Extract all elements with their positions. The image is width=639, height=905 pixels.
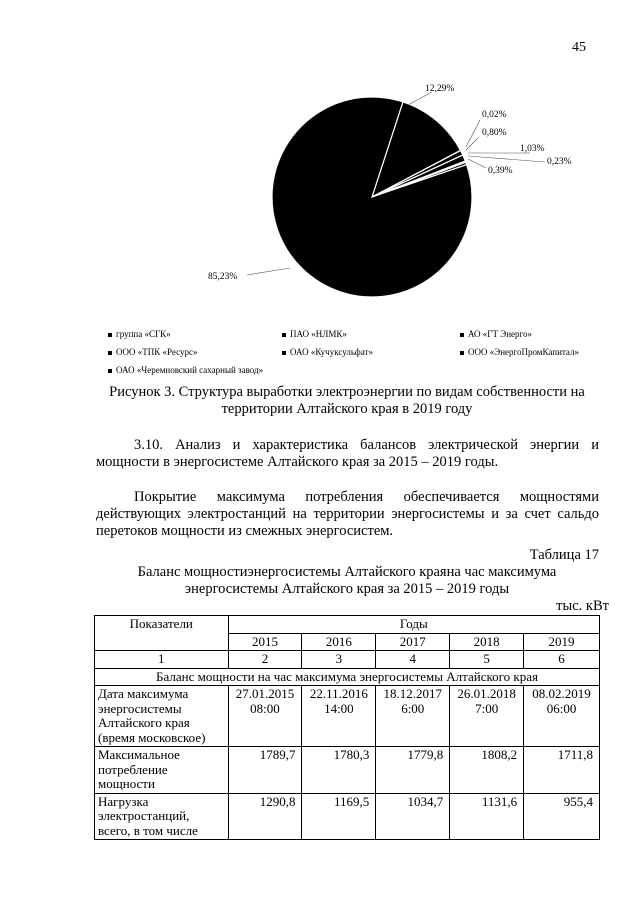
- row-value: 08.02.2019 06:00: [524, 686, 600, 747]
- legend-label: АО «ГТ Энерго»: [468, 329, 532, 339]
- colnum-cell: 2: [228, 651, 302, 669]
- row-value: 1131,6: [450, 793, 524, 840]
- year-cell: 2019: [524, 633, 600, 651]
- row-label: Нагрузка электростанций, всего, в том числе: [95, 793, 229, 840]
- row-label: Дата максимума энергосистемы Алтайского края (время московское): [95, 686, 229, 747]
- legend-label: ООО «ТПК «Ресурс»: [116, 347, 198, 357]
- legend-swatch: [108, 369, 112, 373]
- legend-item: [108, 329, 171, 340]
- table-row: [95, 747, 600, 794]
- row-value: 1034,7: [376, 793, 450, 840]
- table-number: Таблица 17: [529, 547, 599, 563]
- year-cell: 2017: [376, 633, 450, 651]
- year-cell: 2018: [450, 633, 524, 651]
- colnum-cell: 4: [376, 651, 450, 669]
- balance-table: [94, 615, 600, 840]
- legend-swatch: [282, 351, 286, 355]
- row-value: 1808,2: [450, 747, 524, 794]
- page-number: 45: [572, 40, 586, 55]
- legend-item: [108, 365, 263, 376]
- row-value: 27.01.2015 08:00: [228, 686, 302, 747]
- colnum-cell: 1: [95, 651, 229, 669]
- slice-label-tpk-resurs: 0,80%: [482, 128, 507, 138]
- row-value: 1290,8: [228, 793, 302, 840]
- row-value: 1779,8: [376, 747, 450, 794]
- colnum-cell: 3: [302, 651, 376, 669]
- table-section-row: [95, 668, 600, 686]
- slice-label-energopromkapital: 0,23%: [547, 157, 572, 167]
- pie-slices: [272, 97, 472, 297]
- table-colnum-row: [95, 651, 600, 669]
- row-value: 22.11.2016 14:00: [302, 686, 376, 747]
- colnum-cell: 5: [450, 651, 524, 669]
- header-indicator: Показатели: [95, 616, 229, 651]
- legend-swatch: [460, 351, 464, 355]
- header-years: Годы: [228, 616, 599, 634]
- slice-label-kuchuksulfat: 1,03%: [520, 144, 545, 154]
- row-value: 1169,5: [302, 793, 376, 840]
- table-units: тыс. кВт: [556, 598, 609, 614]
- legend-item: [108, 347, 197, 358]
- legend-item: [460, 347, 579, 358]
- row-value: 1780,3: [302, 747, 376, 794]
- table-title: Баланс мощностиэнергосистемы Алтайского краяна час максимума энергосистемы Алтайского края за 2015 – 2019 годы: [137, 564, 557, 597]
- row-value: 955,4: [524, 793, 600, 840]
- legend-label: группа «СГК»: [116, 329, 171, 339]
- table-row: [95, 793, 600, 840]
- section-heading: 3.10. Анализ и характеристика балансов электрической энергии и мощности в энергосистеме Алтайского края за 2015 – 2019 годы.: [96, 437, 599, 470]
- table-header-row: [95, 616, 600, 634]
- row-value: 26.01.2018 7:00: [450, 686, 524, 747]
- row-label: Максимальное потребление мощности: [95, 747, 229, 794]
- pie-chart: [0, 0, 639, 330]
- slice-label-gt-energo: 0,02%: [482, 110, 507, 120]
- row-value: 1711,8: [524, 747, 600, 794]
- legend-swatch: [108, 351, 112, 355]
- legend-swatch: [460, 333, 464, 337]
- section-row-cell: Баланс мощности на час максимума энергосистемы Алтайского края: [95, 668, 600, 686]
- table-row: [95, 686, 600, 747]
- legend-swatch: [282, 333, 286, 337]
- legend-swatch: [108, 333, 112, 337]
- legend-label: ОАО «Кучуксульфат»: [290, 347, 373, 357]
- slice-label-nlmk: 12,29%: [425, 84, 455, 94]
- legend-label: ПАО «НЛМК»: [290, 329, 347, 339]
- legend-label: ООО «ЭнергоПромКапитал»: [468, 347, 579, 357]
- year-cell: 2016: [302, 633, 376, 651]
- legend-item: [282, 347, 373, 358]
- figure-caption: Рисунок 3. Структура выработки электроэнергии по видам собственности на территории Алтайского края в 2019 году: [109, 384, 585, 417]
- year-cell: 2015: [228, 633, 302, 651]
- legend-label: ОАО «Черемновский сахарный завод»: [116, 365, 264, 375]
- legend-item: [460, 329, 532, 340]
- colnum-cell: 6: [524, 651, 600, 669]
- row-value: 18.12.2017 6:00: [376, 686, 450, 747]
- body-paragraph: Покрытие максимума потребления обеспечивается мощностями действующих электростанций на территории энергосистемы и за счет сальдо перетоков мощности из смежных энергосистем.: [96, 489, 599, 539]
- slice-label-sgk: 85,23%: [208, 272, 238, 282]
- slice-label-cheremnovsky: 0,39%: [488, 166, 513, 176]
- row-value: 1789,7: [228, 747, 302, 794]
- legend-item: [282, 329, 347, 340]
